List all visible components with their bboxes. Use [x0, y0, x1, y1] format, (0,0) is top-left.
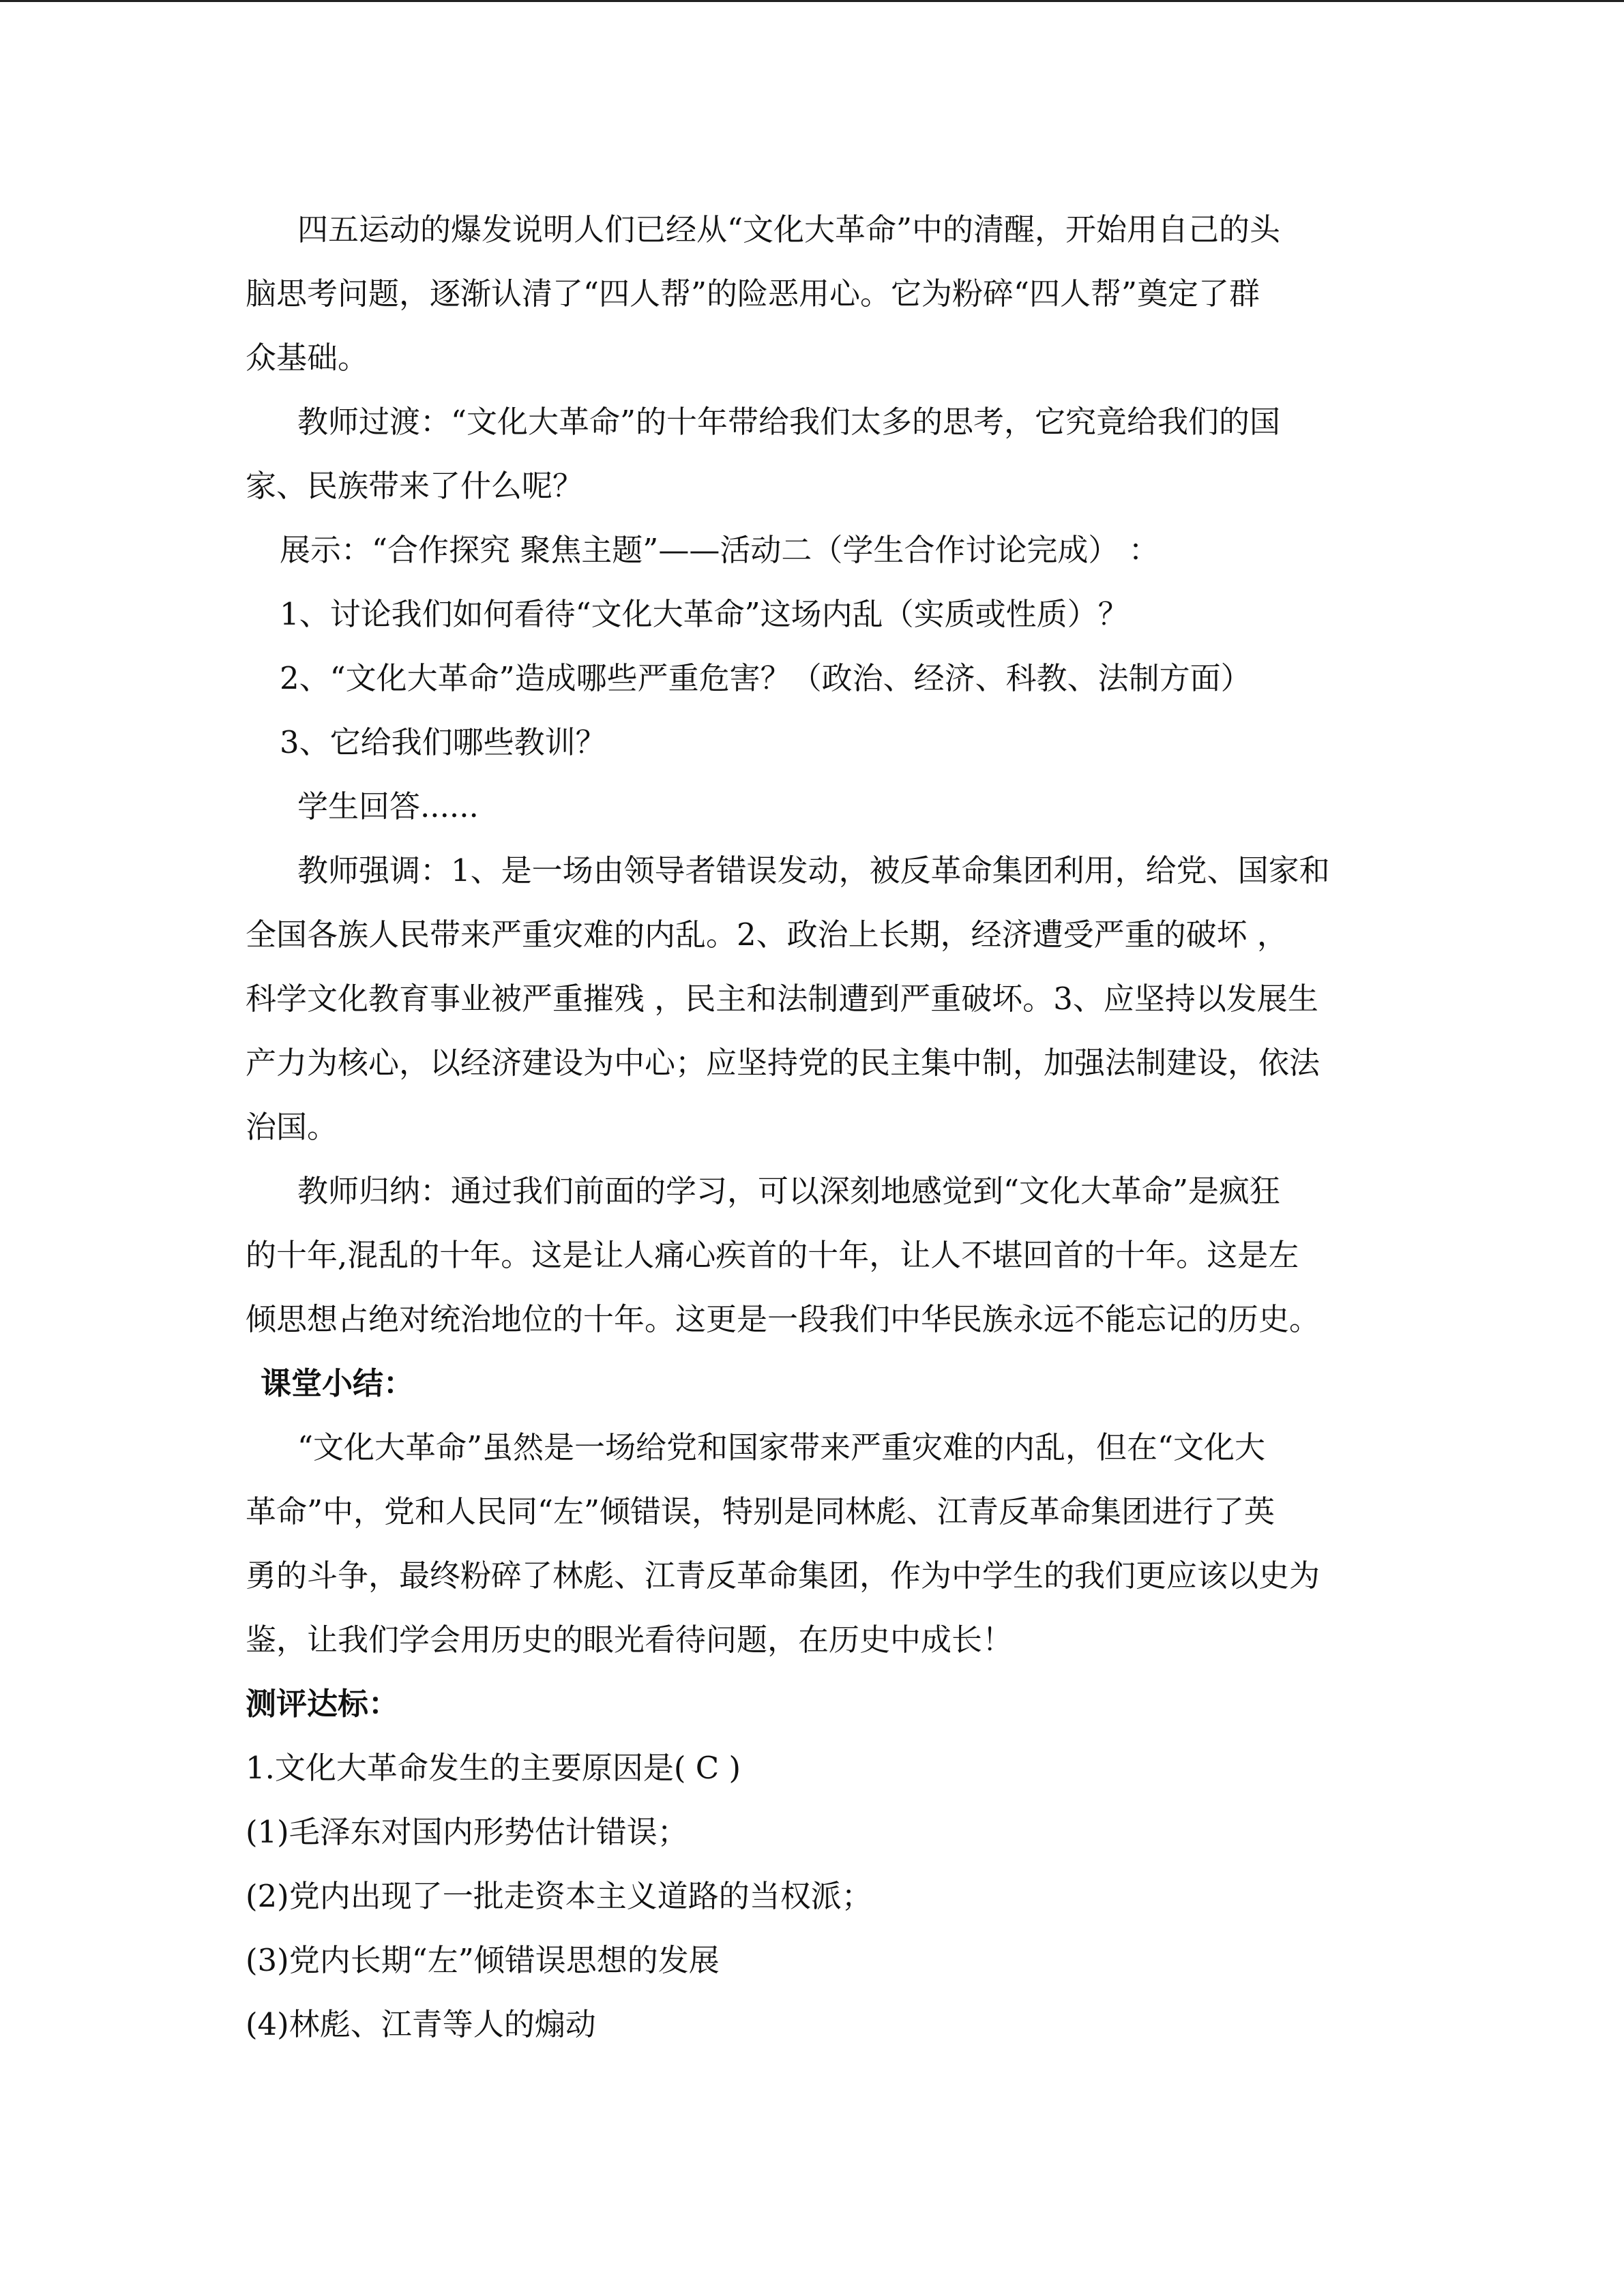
paragraph-line: 学生回答......: [297, 788, 479, 824]
paragraph-line: 众基础。: [246, 340, 369, 376]
section-heading: 测评达标：: [246, 1686, 400, 1722]
paragraph-line: 倾思想占绝对统治地位的十年。这更是一段我们中华民族永远不能忘记的历史。: [246, 1301, 1320, 1337]
paragraph-line: 鉴，让我们学会用历史的眼光看待问题，在历史中成长！: [246, 1622, 1014, 1658]
page-top-border: [0, 0, 1624, 2]
paragraph-line: “文化大革命”虽然是一场给党和国家带来严重灾难的内乱，但在“文化大: [297, 1429, 1266, 1465]
quiz-option: (1)毛泽东对国内形势估计错误；: [246, 1814, 688, 1850]
quiz-option: (2)党内出现了一批走资本主义道路的当权派；: [246, 1878, 872, 1914]
paragraph-line: 治国。: [246, 1109, 338, 1145]
paragraph-line: 脑思考问题，逐渐认清了“四人帮”的险恶用心。它为粉碎“四人帮”奠定了群: [246, 275, 1260, 312]
quiz-option: (3)党内长期“左”倾错误思想的发展: [246, 1942, 720, 1978]
paragraph-line: 家、民族带来了什么呢？: [246, 468, 584, 504]
paragraph-line: 四五运动的爆发说明人们已经从“文化大革命”中的清醒，开始用自己的头: [297, 211, 1281, 248]
quiz-option: (4)林彪、江青等人的煽动: [246, 2006, 596, 2042]
paragraph-line: 革命”中，党和人民同“左”倾错误，特别是同林彪、江青反革命集团进行了英: [246, 1493, 1275, 1530]
paragraph-line: 教师归纳：通过我们前面的学习，可以深刻地感觉到“文化大革命”是疯狂: [297, 1173, 1281, 1209]
paragraph-line: 教师强调：1、是一场由领导者错误发动，被反革命集团利用，给党、国家和: [297, 852, 1330, 889]
paragraph-line: 科学文化教育事业被严重摧残 ，民主和法制遭到严重破坏。3、应坚持以发展生: [246, 981, 1318, 1017]
discussion-question: 2、“文化大革命”造成哪些严重危害？（政治、经济、科教、法制方面）: [280, 660, 1252, 696]
document-page: [246, 198, 1398, 2057]
discussion-question: 1、讨论我们如何看待“文化大革命”这场内乱（实质或性质）？: [280, 596, 1129, 632]
paragraph-line: 全国各族人民带来严重灾难的内乱。2、政治上长期，经济遭受严重的破坏 ，: [246, 916, 1288, 953]
paragraph-line: 的十年,混乱的十年。这是让人痛心疾首的十年，让人不堪回首的十年。这是左: [246, 1237, 1299, 1273]
paragraph-line: 产力为核心，以经济建设为中心；应坚持党的民主集中制，加强法制建设，依法: [246, 1045, 1320, 1081]
quiz-question: 1.文化大革命发生的主要原因是( C ): [246, 1750, 741, 1786]
discussion-question: 3、它给我们哪些教训？: [280, 724, 606, 760]
paragraph-line: 展示：“合作探究 聚焦主题”——活动二（学生合作讨论完成） ：: [280, 532, 1160, 568]
section-heading: 课堂小结：: [261, 1365, 415, 1401]
paragraph-line: 教师过渡：“文化大革命”的十年带给我们太多的思考，它究竟给我们的国: [297, 404, 1281, 440]
paragraph-line: 勇的斗争，最终粉碎了林彪、江青反革命集团，作为中学生的我们更应该以史为: [246, 1557, 1320, 1594]
